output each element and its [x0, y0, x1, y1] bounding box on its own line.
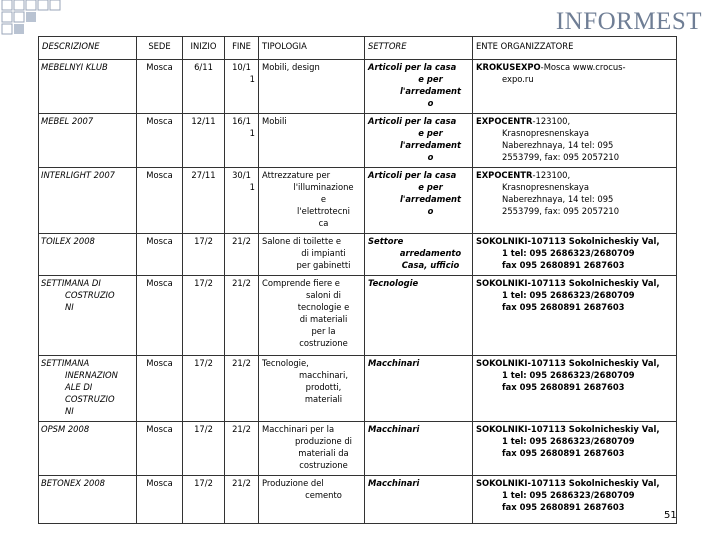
cell-fine — [225, 60, 259, 114]
table-row — [39, 114, 677, 168]
cell-line: 17/2 — [194, 478, 213, 488]
cell-fine — [225, 422, 259, 476]
cell-line: Mosca — [146, 358, 173, 368]
cell-line: l'arredament — [399, 139, 462, 150]
cell-line: 2553799, fax: 095 2057210 — [502, 151, 620, 162]
table-row — [39, 476, 677, 524]
cell-line: 1 tel: 095 2686323/2680709 — [502, 435, 635, 446]
cell-line: Mosca — [146, 424, 173, 434]
cell-line: Mobili — [262, 116, 287, 126]
cell-descrizione — [39, 60, 137, 114]
cell-line: di materiali — [299, 313, 348, 324]
organizer-detail: -123100, — [532, 116, 571, 126]
cell-line: 21/2 — [232, 478, 251, 488]
cell-line: materiali — [304, 393, 343, 404]
organizer-name: EXPOCENTR — [476, 170, 533, 180]
cell-line: Krasnopresnenskaya — [502, 127, 590, 138]
cell-line: Produzione del — [262, 478, 324, 488]
cell-line — [476, 424, 673, 436]
cell-line: NI — [65, 301, 74, 312]
informest-logo: INFORMEST — [555, 8, 702, 35]
cell-line: Macchinari — [368, 424, 420, 434]
cell-settore — [365, 476, 473, 524]
cell-settore — [365, 234, 473, 276]
cell-ente-organizzatore — [473, 276, 677, 356]
cell-line: costruzione — [299, 459, 348, 470]
cell-settore — [365, 114, 473, 168]
cell-line: prodotti, — [305, 381, 342, 392]
cell-line: 17/2 — [194, 358, 213, 368]
cell-line: 21/2 — [232, 278, 251, 288]
organizer-detail: -107113 Sokolnicheskiy Val, — [527, 424, 660, 434]
organizer-name: SOKOLNIKI — [476, 478, 528, 488]
cell-line: Articoli per la casa — [368, 170, 457, 180]
cell-line: l'elettrotecni — [297, 205, 350, 216]
table-row — [39, 276, 677, 356]
table-header-row — [39, 37, 677, 60]
cell-line: Casa, ufficio — [401, 259, 460, 270]
cell-line: 17/2 — [194, 424, 213, 434]
cell-tipologia — [259, 476, 365, 524]
cell-fine — [225, 114, 259, 168]
cell-sede — [137, 114, 183, 168]
cell-line: l'arredament — [399, 85, 462, 96]
cell-settore — [365, 60, 473, 114]
cell-line: INERNAZION — [65, 369, 118, 380]
cell-settore — [365, 356, 473, 422]
cell-line: per la — [311, 325, 336, 336]
cell-line: SETTIMANA — [41, 358, 90, 368]
cell-line: Mosca — [146, 170, 173, 180]
cell-line: e per — [418, 181, 443, 192]
cell-inizio — [183, 356, 225, 422]
cell-ente-organizzatore — [473, 114, 677, 168]
header-sede: SEDE — [137, 37, 183, 60]
table-row — [39, 168, 677, 234]
cell-line: o — [427, 151, 434, 162]
cell-sede — [137, 276, 183, 356]
cell-inizio — [183, 114, 225, 168]
cell-line: fax 095 2680891 2687603 — [502, 301, 625, 312]
organizer-name: SOKOLNIKI — [476, 424, 528, 434]
cell-fine — [225, 234, 259, 276]
cell-line: Mosca — [146, 278, 173, 288]
cell-line: 1 — [249, 73, 255, 84]
cell-line: MEBEL 2007 — [41, 116, 94, 126]
organizer-name: SOKOLNIKI — [476, 358, 528, 368]
cell-line: 1 — [249, 127, 255, 138]
cell-inizio — [183, 168, 225, 234]
cell-ente-organizzatore — [473, 60, 677, 114]
cell-descrizione — [39, 168, 137, 234]
cell-line — [476, 358, 673, 370]
cell-tipologia — [259, 60, 365, 114]
cell-line: Naberezhnaya, 14 tel: 095 — [502, 193, 614, 204]
cell-descrizione — [39, 356, 137, 422]
organizer-detail: -107113 Sokolnicheskiy Val, — [527, 358, 660, 368]
cell-line: Mosca — [146, 62, 173, 72]
cell-line: Macchinari per la — [262, 424, 335, 434]
cell-fine — [225, 356, 259, 422]
cell-sede — [137, 168, 183, 234]
cell-inizio — [183, 234, 225, 276]
table-row — [39, 356, 677, 422]
cell-line: materiali da — [298, 447, 349, 458]
header-descrizione: DESCRIZIONE — [39, 37, 137, 60]
cell-inizio — [183, 476, 225, 524]
cell-line: NI — [65, 405, 74, 416]
cell-line: Krasnopresnenskaya — [502, 181, 590, 192]
cell-line: per gabinetti — [296, 259, 351, 270]
organizer-name: KROKUSEXPO — [476, 62, 541, 72]
cell-line: OPSM 2008 — [41, 424, 90, 434]
cell-line: Mosca — [146, 116, 173, 126]
cell-ente-organizzatore — [473, 168, 677, 234]
cell-line: Attrezzature per — [262, 170, 331, 180]
cell-tipologia — [259, 234, 365, 276]
cell-tipologia — [259, 276, 365, 356]
cell-inizio — [183, 60, 225, 114]
organizer-name: SOKOLNIKI — [476, 236, 528, 246]
cell-line: INTERLIGHT 2007 — [41, 170, 115, 180]
cell-line: produzione di — [295, 435, 352, 446]
cell-line: 17/2 — [194, 236, 213, 246]
cell-ente-organizzatore — [473, 356, 677, 422]
cell-line: Naberezhnaya, 14 tel: 095 — [502, 139, 614, 150]
cell-descrizione — [39, 114, 137, 168]
cell-line: Mosca — [146, 478, 173, 488]
cell-line: saloni di — [306, 289, 341, 300]
cell-settore — [365, 422, 473, 476]
cell-line: Settore — [368, 236, 404, 246]
cell-line: e per — [418, 127, 443, 138]
cell-line: 16/1 — [232, 116, 251, 126]
header-settore: SETTORE — [365, 37, 473, 60]
cell-line: Mosca — [146, 236, 173, 246]
cell-settore — [365, 168, 473, 234]
organizer-name: EXPOCENTR — [476, 116, 533, 126]
cell-line: 30/1 — [232, 170, 251, 180]
cell-line: costruzione — [299, 337, 348, 348]
cell-line: Articoli per la casa — [368, 116, 457, 126]
cell-line: 1 tel: 095 2686323/2680709 — [502, 369, 635, 380]
cell-tipologia — [259, 168, 365, 234]
cell-sede — [137, 422, 183, 476]
cell-ente-organizzatore — [473, 234, 677, 276]
cell-line: e per — [418, 73, 443, 84]
cell-line: 21/2 — [232, 358, 251, 368]
cell-line: tecnologie e — [297, 301, 350, 312]
cell-line: cemento — [305, 489, 342, 500]
organizer-detail: -107113 Sokolnicheskiy Val, — [527, 478, 660, 488]
cell-sede — [137, 476, 183, 524]
cell-line: COSTRUZIO — [65, 289, 115, 300]
table-row — [39, 60, 677, 114]
cell-line — [476, 236, 673, 248]
fairs-table — [38, 36, 677, 524]
cell-line: fax 095 2680891 2687603 — [502, 501, 625, 512]
cell-ente-organizzatore — [473, 422, 677, 476]
cell-inizio — [183, 422, 225, 476]
cell-ente-organizzatore — [473, 476, 677, 524]
cell-sede — [137, 356, 183, 422]
cell-fine — [225, 476, 259, 524]
cell-line: l'illuminazione — [293, 181, 354, 192]
cell-line: TOILEX 2008 — [41, 236, 95, 246]
cell-line: fax 095 2680891 2687603 — [502, 447, 625, 458]
cell-line: 17/2 — [194, 278, 213, 288]
cell-line — [476, 62, 673, 74]
organizer-detail: -107113 Sokolnicheskiy Val, — [527, 236, 660, 246]
cell-line: BETONEX 2008 — [41, 478, 106, 488]
cell-line: o — [427, 97, 434, 108]
cell-line: 6/11 — [194, 62, 213, 72]
cell-line: o — [427, 205, 434, 216]
cell-sede — [137, 234, 183, 276]
cell-fine — [225, 276, 259, 356]
organizer-name: SOKOLNIKI — [476, 278, 528, 288]
cell-line: Articoli per la casa — [368, 62, 457, 72]
cell-line — [476, 278, 673, 290]
cell-tipologia — [259, 422, 365, 476]
header-inizio: INIZIO — [183, 37, 225, 60]
page-number: 51 — [664, 510, 677, 521]
cell-line — [476, 170, 673, 182]
cell-line: 1 — [249, 181, 255, 192]
cell-line: Comprende fiere e — [262, 278, 340, 288]
cell-line: MEBELNYI KLUB — [41, 62, 108, 72]
cell-line: SETTIMANA DI — [41, 278, 101, 288]
cell-inizio — [183, 276, 225, 356]
organizer-detail: -107113 Sokolnicheskiy Val, — [527, 278, 660, 288]
header-tipologia: TIPOLOGIA — [259, 37, 365, 60]
cell-descrizione — [39, 234, 137, 276]
table-row — [39, 422, 677, 476]
cell-line: 12/11 — [191, 116, 216, 126]
cell-tipologia — [259, 114, 365, 168]
cell-fine — [225, 168, 259, 234]
organizer-detail: -123100, — [532, 170, 571, 180]
cell-sede — [137, 60, 183, 114]
cell-tipologia — [259, 356, 365, 422]
cell-line — [476, 116, 673, 128]
cell-line: macchinari, — [298, 369, 348, 380]
cell-line: 10/1 — [232, 62, 251, 72]
cell-line: ALE DI — [65, 381, 93, 392]
decorative-squares — [0, 0, 120, 40]
cell-descrizione — [39, 422, 137, 476]
cell-line: 1 tel: 095 2686323/2680709 — [502, 489, 635, 500]
cell-line: Tecnologie — [368, 278, 419, 288]
table-row — [39, 234, 677, 276]
cell-settore — [365, 276, 473, 356]
cell-line: Macchinari — [368, 358, 420, 368]
cell-line: l'arredament — [399, 193, 462, 204]
cell-line: Tecnologie, — [262, 358, 309, 368]
cell-line: 27/11 — [191, 170, 216, 180]
cell-line: 2553799, fax: 095 2057210 — [502, 205, 620, 216]
cell-line: Salone di toilette e — [262, 236, 342, 246]
cell-descrizione — [39, 276, 137, 356]
header-ente-organizzatore: ENTE ORGANIZZATORE — [473, 37, 677, 60]
cell-line: di impianti — [301, 247, 346, 258]
cell-line: fax 095 2680891 2687603 — [502, 381, 625, 392]
cell-line: e — [320, 193, 327, 204]
cell-line: 1 tel: 095 2686323/2680709 — [502, 289, 635, 300]
cell-line: 1 tel: 095 2686323/2680709 — [502, 247, 635, 258]
organizer-detail: -Mosca www.crocus- — [540, 62, 626, 72]
cell-line: arredamento — [399, 247, 462, 258]
cell-line: ca — [318, 217, 329, 228]
header-fine: FINE — [225, 37, 259, 60]
cell-line: expo.ru — [502, 73, 534, 84]
cell-line: fax 095 2680891 2687603 — [502, 259, 625, 270]
cell-line: Mobili, design — [262, 62, 320, 72]
cell-line: Macchinari — [368, 478, 420, 488]
cell-line: COSTRUZIO — [65, 393, 115, 404]
cell-descrizione — [39, 476, 137, 524]
cell-line — [476, 478, 673, 490]
cell-line: 21/2 — [232, 236, 251, 246]
cell-line: 21/2 — [232, 424, 251, 434]
